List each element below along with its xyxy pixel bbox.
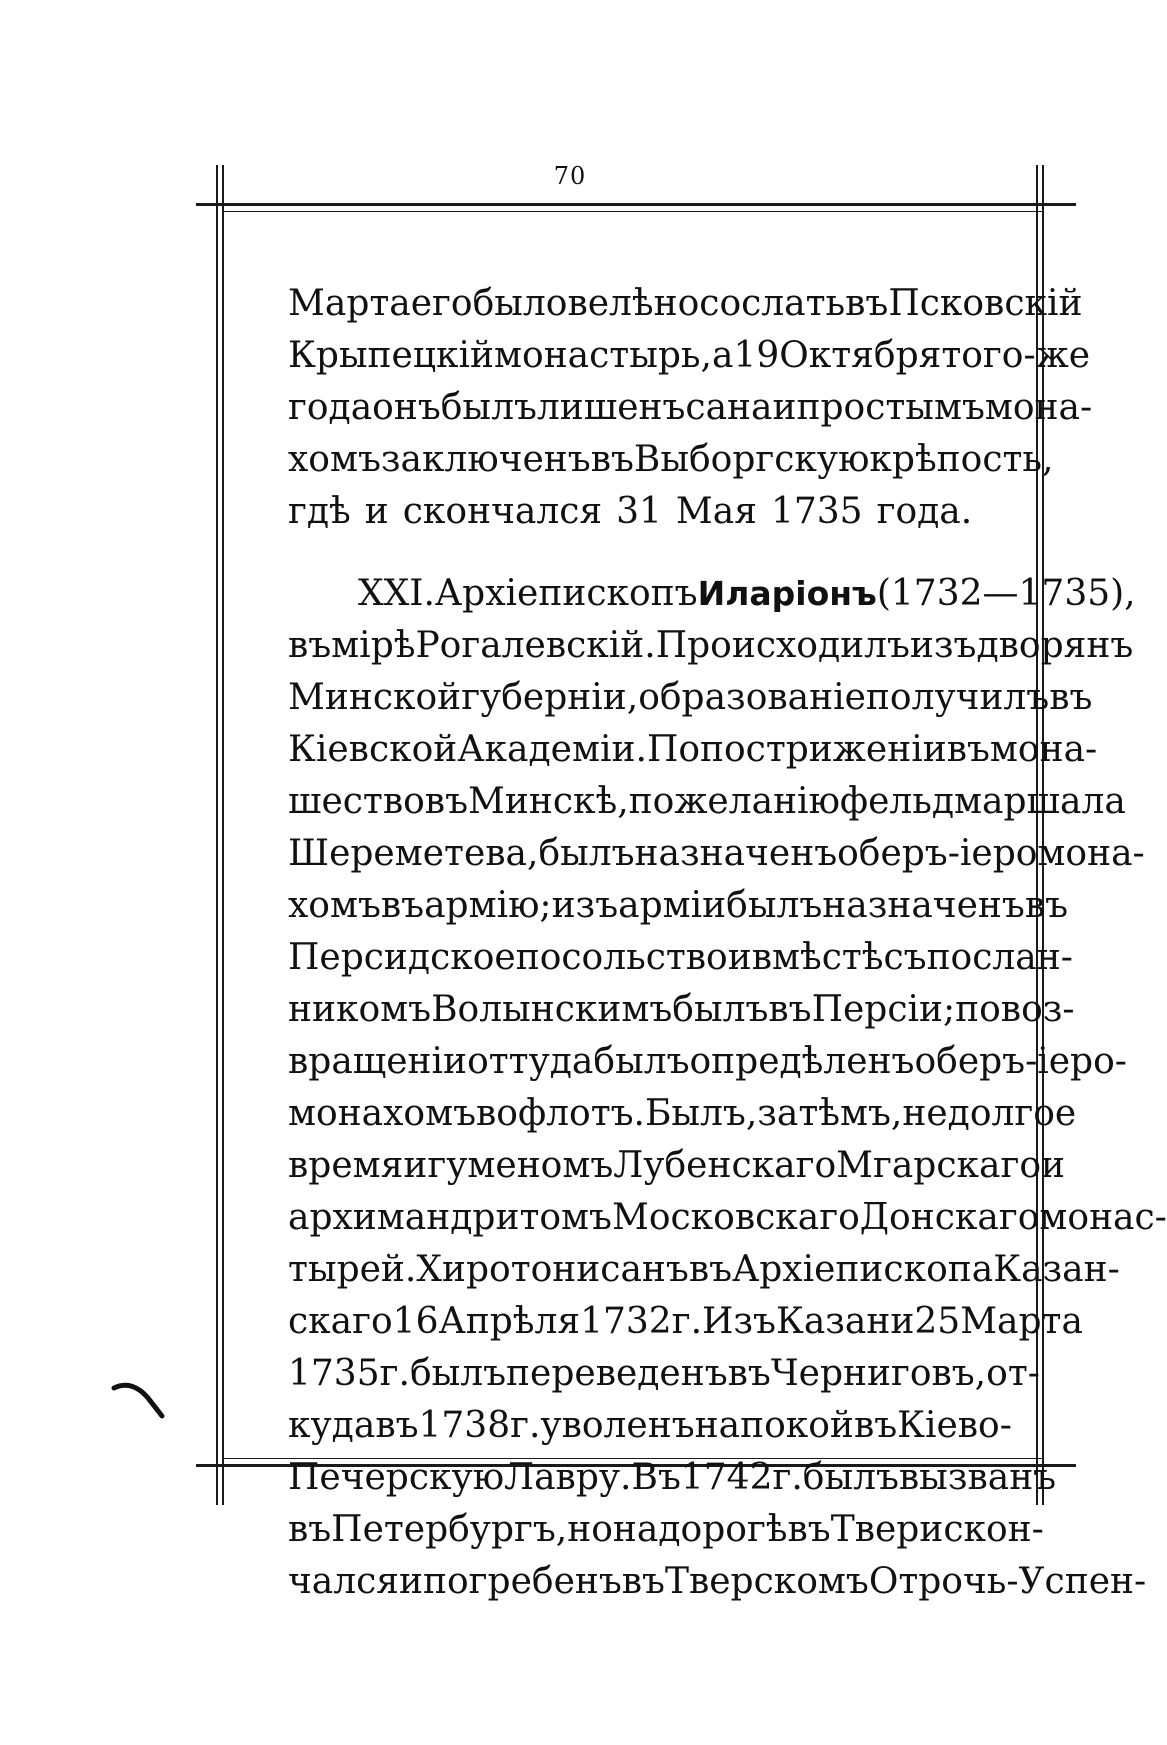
word: хомъ	[288, 885, 381, 926]
word: скон-	[943, 1509, 1044, 1550]
word: 1738	[418, 1405, 511, 1446]
word: въ	[853, 1405, 898, 1446]
word: было	[472, 283, 568, 324]
scan-mark-icon	[112, 1380, 168, 1420]
text-line	[288, 330, 1091, 382]
word: Минскѣ,	[467, 781, 629, 822]
text-line	[288, 984, 1075, 1036]
word: вызванъ	[898, 1457, 1057, 1498]
word: Персіи;	[811, 989, 956, 1030]
word: игуменомъ	[403, 1145, 614, 1186]
word: былъ	[538, 833, 635, 874]
word: время	[288, 1145, 404, 1186]
word: скаго	[288, 1301, 393, 1342]
word: Казани	[775, 1301, 915, 1342]
word: въ	[375, 1405, 419, 1446]
word: Крыпецкій	[288, 335, 495, 376]
word: Октября	[779, 335, 942, 376]
entry-heading-line	[288, 568, 1136, 620]
text-line	[288, 1452, 1057, 1504]
word: сана	[685, 387, 773, 428]
word: сослать	[699, 283, 846, 324]
text-line	[288, 620, 1134, 672]
text-line	[288, 1296, 1083, 1348]
word: въ	[424, 781, 468, 822]
text-line	[288, 1192, 1167, 1244]
word: мірѣ	[331, 625, 416, 666]
word: Изъ	[702, 1301, 776, 1342]
word: 1735	[288, 1353, 380, 1394]
word: вмѣстѣ	[751, 937, 884, 978]
word: Минской	[288, 677, 462, 718]
page-text	[288, 278, 1167, 1608]
word: года.	[876, 491, 973, 532]
word: 25	[914, 1301, 961, 1342]
word: былъ	[440, 387, 537, 428]
word: образованіе	[638, 677, 866, 718]
entry-title: Архіепископъ	[434, 573, 698, 614]
word: и	[364, 491, 389, 532]
word: Лубенскаго	[613, 1145, 837, 1186]
text-line	[288, 1036, 1127, 1088]
word: въ	[288, 1509, 332, 1550]
text-line	[288, 434, 1054, 486]
word: недолгое	[902, 1093, 1077, 1134]
word: Архіепископа	[731, 1249, 994, 1290]
text-line	[288, 1244, 1120, 1296]
word: онъ	[372, 387, 441, 428]
word: воз-	[1000, 989, 1075, 1030]
word: Печерскую	[288, 1457, 505, 1498]
word: изъ	[551, 885, 619, 926]
word: былъ	[726, 885, 823, 926]
word: 1735	[770, 491, 863, 532]
text-line	[288, 1348, 1040, 1400]
text-line	[288, 1140, 1066, 1192]
word: послан-	[926, 937, 1073, 978]
frame-left-rule-outer	[216, 165, 218, 1505]
word: въ	[727, 1353, 771, 1394]
word: Апрѣля	[438, 1301, 581, 1342]
word: По	[646, 729, 701, 770]
word: въ	[1024, 885, 1068, 926]
word: Рогалевскій.	[415, 625, 656, 666]
word: года	[288, 387, 373, 428]
word: тырей.	[288, 1249, 417, 1290]
word: въ	[288, 625, 332, 666]
word: г.	[379, 1353, 410, 1394]
word: простымъ	[796, 387, 985, 428]
word: г.	[671, 1301, 703, 1342]
word: Кіевской	[288, 729, 458, 770]
word: фельдмаршала	[839, 781, 1126, 822]
word: Волынскимъ	[431, 989, 673, 1030]
word: Марта	[288, 283, 411, 324]
word: Академіи.	[457, 729, 647, 770]
word: посольство	[515, 937, 728, 978]
word: того-же	[941, 335, 1091, 376]
word: покой	[740, 1405, 854, 1446]
word: 1742	[680, 1457, 773, 1498]
word: монахомъ	[288, 1093, 477, 1134]
word: от-	[986, 1353, 1040, 1394]
page-number: 70	[553, 162, 587, 190]
entry-numeral: XXI.	[358, 573, 435, 614]
word: монас-	[1039, 1197, 1167, 1238]
word: скончался	[402, 491, 603, 532]
word: арміи	[618, 885, 727, 926]
word: былъ	[672, 989, 769, 1030]
word: Московскаго	[611, 1197, 860, 1238]
text-line	[288, 486, 973, 538]
word: Происходилъ	[655, 625, 910, 666]
word: въ	[768, 989, 812, 1030]
word: во	[476, 1093, 518, 1134]
word: 1732	[580, 1301, 672, 1342]
word: но	[567, 1509, 613, 1550]
word: въ	[787, 1509, 831, 1550]
word: гдѣ	[288, 491, 351, 532]
word: г.	[772, 1457, 803, 1498]
word: уволенъ	[540, 1405, 695, 1446]
word: 19	[733, 335, 780, 376]
word: г.	[510, 1405, 541, 1446]
word: Былъ,	[644, 1093, 758, 1134]
word: чался	[288, 1561, 400, 1602]
word: былъ	[593, 1041, 690, 1082]
text-line	[288, 1504, 1044, 1556]
word: оберъ-іеро-	[914, 1041, 1127, 1082]
word: мона-	[989, 729, 1098, 770]
word: крѣпость,	[869, 439, 1054, 480]
word: дорогѣ	[658, 1509, 788, 1550]
word: въ	[845, 283, 889, 324]
word: по	[628, 781, 675, 822]
word: на	[694, 1405, 741, 1446]
word: Персидское	[288, 937, 516, 978]
word: Твери	[830, 1509, 944, 1550]
text-line	[288, 776, 1126, 828]
word: погребенъ	[423, 1561, 622, 1602]
word: никомъ	[288, 989, 432, 1030]
word: лишенъ	[536, 387, 686, 428]
word: заключенъ	[380, 439, 591, 480]
word: получилъ	[865, 677, 1050, 718]
word: съ	[883, 937, 927, 978]
text-line	[288, 382, 1093, 434]
word: Петербургъ,	[331, 1509, 568, 1550]
word: и	[772, 387, 797, 428]
word: опредѣленъ	[689, 1041, 915, 1082]
word: монастырь,	[494, 335, 712, 376]
word: армію;	[424, 885, 552, 926]
word: мона-	[984, 387, 1093, 428]
word: переведенъ	[506, 1353, 728, 1394]
word: дворянъ	[976, 625, 1134, 666]
word: а	[711, 335, 734, 376]
paragraph-1	[288, 278, 1093, 538]
word: Мая	[675, 491, 757, 532]
entry-years: (1732—1735),	[876, 573, 1136, 614]
word: Шереметева,	[288, 833, 539, 874]
word: куда	[288, 1405, 376, 1446]
word: и	[727, 937, 752, 978]
header-rule-thin	[222, 211, 1042, 212]
word: изъ	[909, 625, 977, 666]
word: затѣмъ,	[757, 1093, 903, 1134]
word: Выборгскую	[633, 439, 870, 480]
word: шество	[288, 781, 425, 822]
word: желанію	[674, 781, 840, 822]
text-line	[288, 1556, 1147, 1608]
word: архимандритомъ	[288, 1197, 612, 1238]
word: постриженіи	[700, 729, 947, 770]
word: въ	[590, 439, 634, 480]
word: въ	[1049, 677, 1093, 718]
text-line	[288, 672, 1093, 724]
word: назначенъ	[822, 885, 1025, 926]
word: Черниговъ,	[770, 1353, 987, 1394]
word: и	[399, 1561, 424, 1602]
word: въ	[621, 1561, 665, 1602]
word: губерніи,	[461, 677, 639, 718]
word: велѣно	[567, 283, 700, 324]
word: хомъ	[288, 439, 381, 480]
word: Мгарскаго	[836, 1145, 1042, 1186]
word: былъ	[409, 1353, 507, 1394]
word: Донскаго	[859, 1197, 1040, 1238]
word: Въ	[631, 1457, 681, 1498]
text-line	[288, 278, 1083, 330]
word: въ	[946, 729, 990, 770]
word: 31	[616, 491, 662, 532]
word: Псковскій	[888, 283, 1083, 324]
word: былъ	[802, 1457, 899, 1498]
frame-left-rule-inner	[222, 165, 224, 1505]
text-line	[288, 828, 1145, 880]
word: Марта	[960, 1301, 1083, 1342]
word: Кіево-	[897, 1405, 1012, 1446]
word: назначенъ	[634, 833, 838, 874]
header-rule-thick	[196, 203, 1076, 206]
word: въ	[380, 885, 425, 926]
word: оберъ-іеромона-	[837, 833, 1145, 874]
word: вращеніи	[288, 1041, 468, 1082]
word: флотъ.	[517, 1093, 645, 1134]
paragraph-2	[288, 568, 1167, 1608]
word: 16	[392, 1301, 439, 1342]
text-line	[288, 1088, 1077, 1140]
word: и	[1041, 1145, 1066, 1186]
text-line	[288, 1400, 1012, 1452]
word: оттуда	[467, 1041, 594, 1082]
text-line	[288, 932, 1073, 984]
word: Тверскомъ	[664, 1561, 869, 1602]
word: въ	[688, 1249, 732, 1290]
text-line	[288, 880, 1068, 932]
word: Хиротонисанъ	[416, 1249, 689, 1290]
word: его	[410, 283, 473, 324]
word: по	[955, 989, 1001, 1030]
word: на	[612, 1509, 659, 1550]
text-line	[288, 724, 1098, 776]
word: Лавру.	[504, 1457, 632, 1498]
word: Отрочь-Успен-	[868, 1561, 1147, 1602]
entry-name: Иларіонъ	[697, 574, 877, 613]
word: Казан-	[993, 1249, 1120, 1290]
